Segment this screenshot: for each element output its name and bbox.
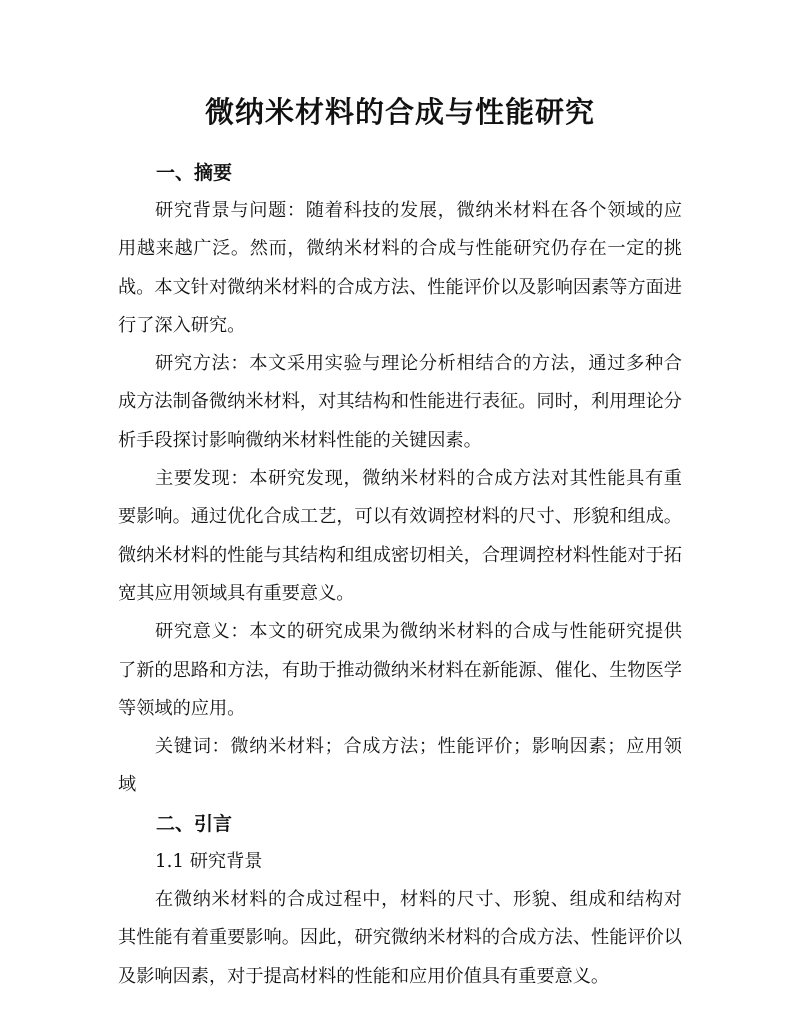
abstract-findings-paragraph: 主要发现：本研究发现，微纳米材料的合成方法对其性能具有重要影响。通过优化合成工艺，可以有效调控材料的尺寸、形貌和组成。微纳米材料的性能与其结构和组成密切相关，合理调控材料性能对于拓宽其应用领域具有重要意义。 [118,468,682,604]
section-heading-abstract: 一、摘要 [156,162,233,184]
document-title: 微纳米材料的合成与性能研究 [204,95,595,129]
section-heading-introduction: 二、引言 [156,812,233,835]
abstract-background-paragraph: 研究背景与问题：随着科技的发展，微纳米材料在各个领域的应用越来越广泛。然而，微纳米材料的合成与性能研究仍存在一定的挑战。本文针对微纳米材料的合成方法、性能评价以及影响因素等方面进行了深入研究。 [118,200,682,336]
abstract-significance-paragraph: 研究意义：本文的研究成果为微纳米材料的合成与性能研究提供了新的思路和方法，有助于推动微纳米材料在新能源、催化、生物医学等领域的应用。 [118,621,682,719]
abstract-methods-paragraph: 研究方法：本文采用实验与理论分析相结合的方法，通过多种合成方法制备微纳米材料，对其结构和性能进行表征。同时，利用理论分析手段探讨影响微纳米材料性能的关键因素。 [118,353,682,451]
keywords-paragraph: 关键词：微纳米材料；合成方法；性能评价；影响因素；应用领域 [118,736,682,796]
subsection-heading-background: 1.1 研究背景 [155,850,263,872]
introduction-paragraph: 在微纳米材料的合成过程中，材料的尺寸、形貌、组成和结构对其性能有着重要影响。因此，研究微纳米材料的合成方法、性能评价以及影响因素，对于提高材料的性能和应用价值具有重要意义。 [118,889,682,987]
